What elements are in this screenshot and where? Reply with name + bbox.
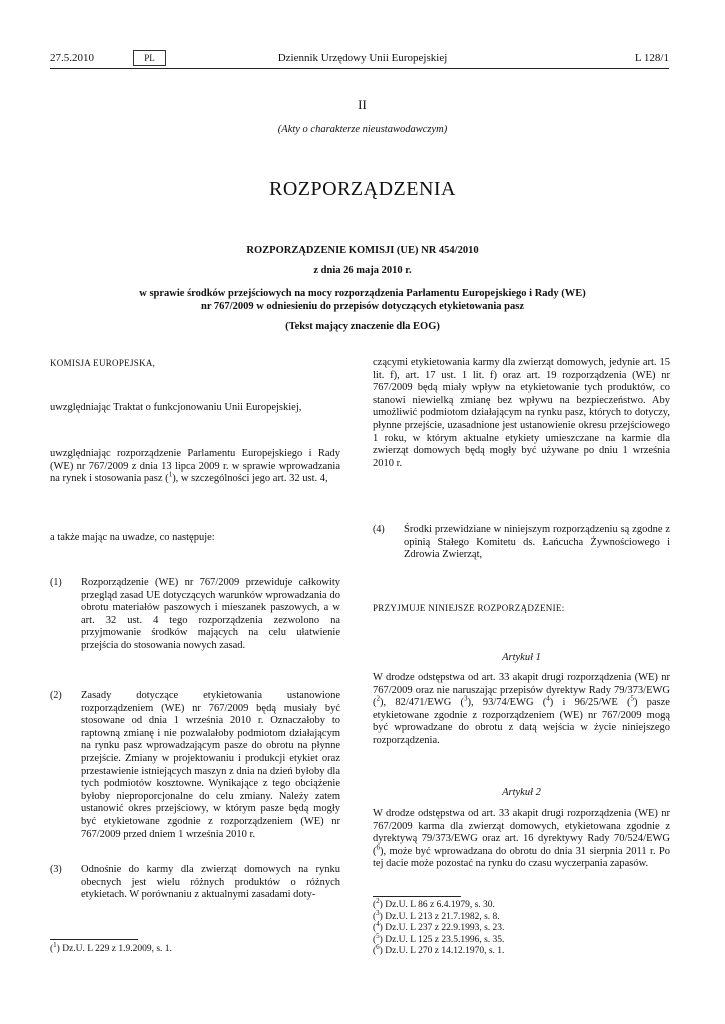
footnote-6: ($^6$) Dz.U. L 270 z 14.12.1970, s. 1. bbox=[373, 942, 505, 956]
recital-number: (2) bbox=[50, 690, 62, 701]
section-subtitle: (Akty o charakterze nieustawodawczym) bbox=[277, 124, 448, 135]
adoption-statement: PRZYJMUJE NINIEJSZE ROZPORZĄDZENIE: bbox=[373, 603, 565, 613]
article-2-title: Artykuł 2 bbox=[502, 787, 541, 798]
footnote-number: 4 bbox=[376, 919, 380, 928]
regulation-title: ROZPORZĄDZENIE KOMISJI (UE) NR 454/2010 bbox=[246, 245, 479, 256]
footnote-ref: 4 bbox=[546, 694, 550, 703]
footnote-rule bbox=[50, 939, 138, 940]
recital-number: (1) bbox=[50, 577, 62, 588]
section-heading: ROZPORZĄDZENIA bbox=[269, 178, 456, 200]
header-date: 27.5.2010 bbox=[50, 52, 94, 64]
article-2-text bbox=[373, 808, 670, 871]
footnote-ref: 5 bbox=[630, 694, 634, 703]
having-regard-regulation bbox=[50, 448, 340, 486]
article-text: ) pasze etykietowane zgodnie z rozporządzeniem (WE) nr 767/2009 mogą być wprowadzane do obrotu z datą wejścia w życie niniejszego rozporządzenia. bbox=[373, 697, 670, 746]
recital-text: Rozporządzenie (WE) nr 767/2009 przewiduje całkowity przegląd zasad UE dotyczących warunków wprowadzania do obrotu materiałów paszowych i mieszanek paszowych, a w art. 32 ust. 4 tego rozporządzenia zezwolono na przyjmowanie środków mających na celu ułatwienie przejścia do stosowania nowych zasad. bbox=[81, 577, 340, 651]
recital-1 bbox=[50, 577, 340, 653]
recital-3-continuation: czącymi etykietowania karmy dla zwierząt domowych, jedynie art. 15 lit. f), art. 17 ust. 1 lit. f) oraz art. 19 rozporządzenia (WE) nr 767/2009 będą miały wpływ na etykietowanie tych produktów, co stanowi niewielką zmianę bez wpływu na bezpieczeństwo. Aby umożliwić podmiotom działającym na rynku pasz, których to dotyczy, płynne przejście, uzasadnione jest ustanowienie okresu przejściowego 1 roku, w którym aktualne etykiety umieszczane na karmie dla zwierząt domowych będą mogły być używane po dniu 1 września 2010 r. bbox=[373, 357, 670, 469]
footnote-3: ($^3$) Dz.U. L 213 z 21.7.1982, s. 8. bbox=[373, 908, 500, 922]
footnote-number: 2 bbox=[376, 896, 380, 905]
whereas-intro: a także mając na uwadze, co następuje: bbox=[50, 532, 215, 543]
having-regard-treaty: uwzględniając Traktat o funkcjonowaniu Unii Europejskiej, bbox=[50, 402, 302, 413]
regulation-subject-line-1: w sprawie środków przejściowych na mocy rozporządzenia Parlamentu Europejskiego i Rady (WE) bbox=[139, 288, 586, 299]
article-text: ), może być wprowadzana do obrotu do dnia 31 sierpnia 2011 r. Po tej dacie może pozostać na rynku do czasu wyczerpania zapasów. bbox=[373, 845, 670, 870]
footnote-rule bbox=[373, 896, 461, 897]
journal-title: Dziennik Urzędowy Unii Europejskiej bbox=[277, 52, 448, 64]
footnote-number: 6 bbox=[376, 942, 380, 951]
footnote-4: ($^4$) Dz.U. L 237 z 22.9.1993, s. 23. bbox=[373, 919, 505, 933]
article-text: ) i 96/25/WE ( bbox=[549, 697, 631, 709]
page-reference: L 128/1 bbox=[634, 52, 669, 64]
footnote-text: ) Dz.U. L 86 z 6.4.1979, s. 30. bbox=[379, 900, 495, 910]
section-number: II bbox=[358, 97, 367, 112]
article-text: W drodze odstępstwa od art. 33 akapit drugi rozporządzenia (WE) nr 767/2009 oraz nie naruszając przepisów dyrektyw Rady 79/373/EWG ( bbox=[373, 672, 670, 709]
regulation-subject bbox=[0, 287, 725, 313]
having-regard-regulation-text-end: ), w szczególności jego art. 32 ust. 4, bbox=[172, 473, 328, 485]
footnote-number: 1 bbox=[53, 940, 57, 949]
footnote-text: ) Dz.U. L 237 z 22.9.1993, s. 23. bbox=[379, 923, 505, 933]
footnote-ref: 1 bbox=[168, 470, 173, 479]
footnote-text: ) Dz.U. L 270 z 14.12.1970, s. 1. bbox=[379, 946, 505, 956]
recital-number: (4) bbox=[373, 524, 385, 535]
recital-4 bbox=[373, 524, 670, 562]
eea-relevance: (Tekst mający znaczenie dla EOG) bbox=[285, 321, 440, 332]
header-rule bbox=[50, 68, 669, 69]
footnote-number: 3 bbox=[376, 908, 380, 917]
language-badge: PL bbox=[133, 50, 166, 66]
recital-number: (3) bbox=[50, 864, 62, 875]
footnote-text: ) Dz.U. L 213 z 21.7.1982, s. 8. bbox=[379, 911, 500, 922]
recital-text: Zasady dotyczące etykietowania ustanowione rozporządzeniem (WE) nr 767/2009 będą musiały być stosowane od dnia 1 września 2010 r. Oznaczałoby to raptowną zmianę i nie pozwalałoby podmiotom działającym na rynku pasz wprowadzającym pasze do obrotu na płynne przejście. Zmiany w projektowaniu i produkcji etykiet oraz przestawienie istniejących maszyn z dnia na dzień byłoby dla tych podmiotów kosztowne. Wynikające z tego obciążenie byłoby nieproporcjonalne do celu zmiany. Należy zatem ustanowić okres przejściowy, w którym pasze będą mogły być etykietowane zgodnie z rozporządzeniem (WE) nr 767/2009 przed dniem 1 września 2010 r. bbox=[81, 690, 340, 840]
recital-text: Odnośnie do karmy dla zwierząt domowych na rynku obecnych jest wielu różnych produktów o różnych etykietach. W porównaniu z aktualnymi zasadami doty- bbox=[81, 864, 340, 901]
regulation-subject-line-2: nr 767/2009 w odniesieniu do przepisów dotyczących etykietowania pasz bbox=[201, 301, 524, 312]
footnote-number: 5 bbox=[376, 931, 380, 940]
article-1-text bbox=[373, 672, 670, 748]
footnote-text: ) Dz.U. L 229 z 1.9.2009, s. 1. bbox=[56, 944, 172, 954]
article-text: ), 82/471/EWG ( bbox=[380, 697, 465, 709]
article-text: W drodze odstępstwa od art. 33 akapit drugi rozporządzenia (WE) nr 767/2009 karma dla zwierząt domowych, etykietowana zgodnie z dyrektywą 79/373/EWG oraz art. 16 dyrektywy Rady 70/524/EWG ( bbox=[373, 808, 670, 857]
commission-preamble: KOMISJA EUROPEJSKA, bbox=[50, 358, 156, 368]
footnote-ref: 2 bbox=[376, 694, 380, 703]
recital-2 bbox=[50, 690, 340, 841]
footnote-ref: 6 bbox=[376, 843, 380, 852]
recital-text: Środki przewidziane w niniejszym rozporządzeniu są zgodne z opinią Stałego Komitetu ds. Łańcucha Żywnościowego i Zdrowia Zwierząt, bbox=[404, 524, 670, 561]
footnote-5: ($^5$) Dz.U. L 125 z 23.5.1996, s. 35. bbox=[373, 931, 505, 945]
footnote-ref: 3 bbox=[464, 694, 468, 703]
article-1-title: Artykuł 1 bbox=[502, 652, 541, 663]
footnote-text: ) Dz.U. L 125 z 23.5.1996, s. 35. bbox=[379, 934, 505, 945]
article-text: ), 93/74/EWG ( bbox=[467, 697, 547, 709]
footnote-2: ($^2$) Dz.U. L 86 z 6.4.1979, s. 30. bbox=[373, 896, 495, 910]
footnotes-right bbox=[373, 896, 670, 958]
regulation-date: z dnia 26 maja 2010 r. bbox=[313, 265, 412, 276]
recital-3 bbox=[50, 864, 340, 902]
having-regard-regulation-text: uwzględniając rozporządzenie Parlamentu Europejskiego i Rady (WE) nr 767/2009 z dnia 13 lipca 2009 r. w sprawie wprowadzania na rynek i stosowania pasz ( bbox=[50, 448, 340, 485]
footnote-1: ($^1$) Dz.U. L 229 z 1.9.2009, s. 1. bbox=[50, 940, 172, 954]
